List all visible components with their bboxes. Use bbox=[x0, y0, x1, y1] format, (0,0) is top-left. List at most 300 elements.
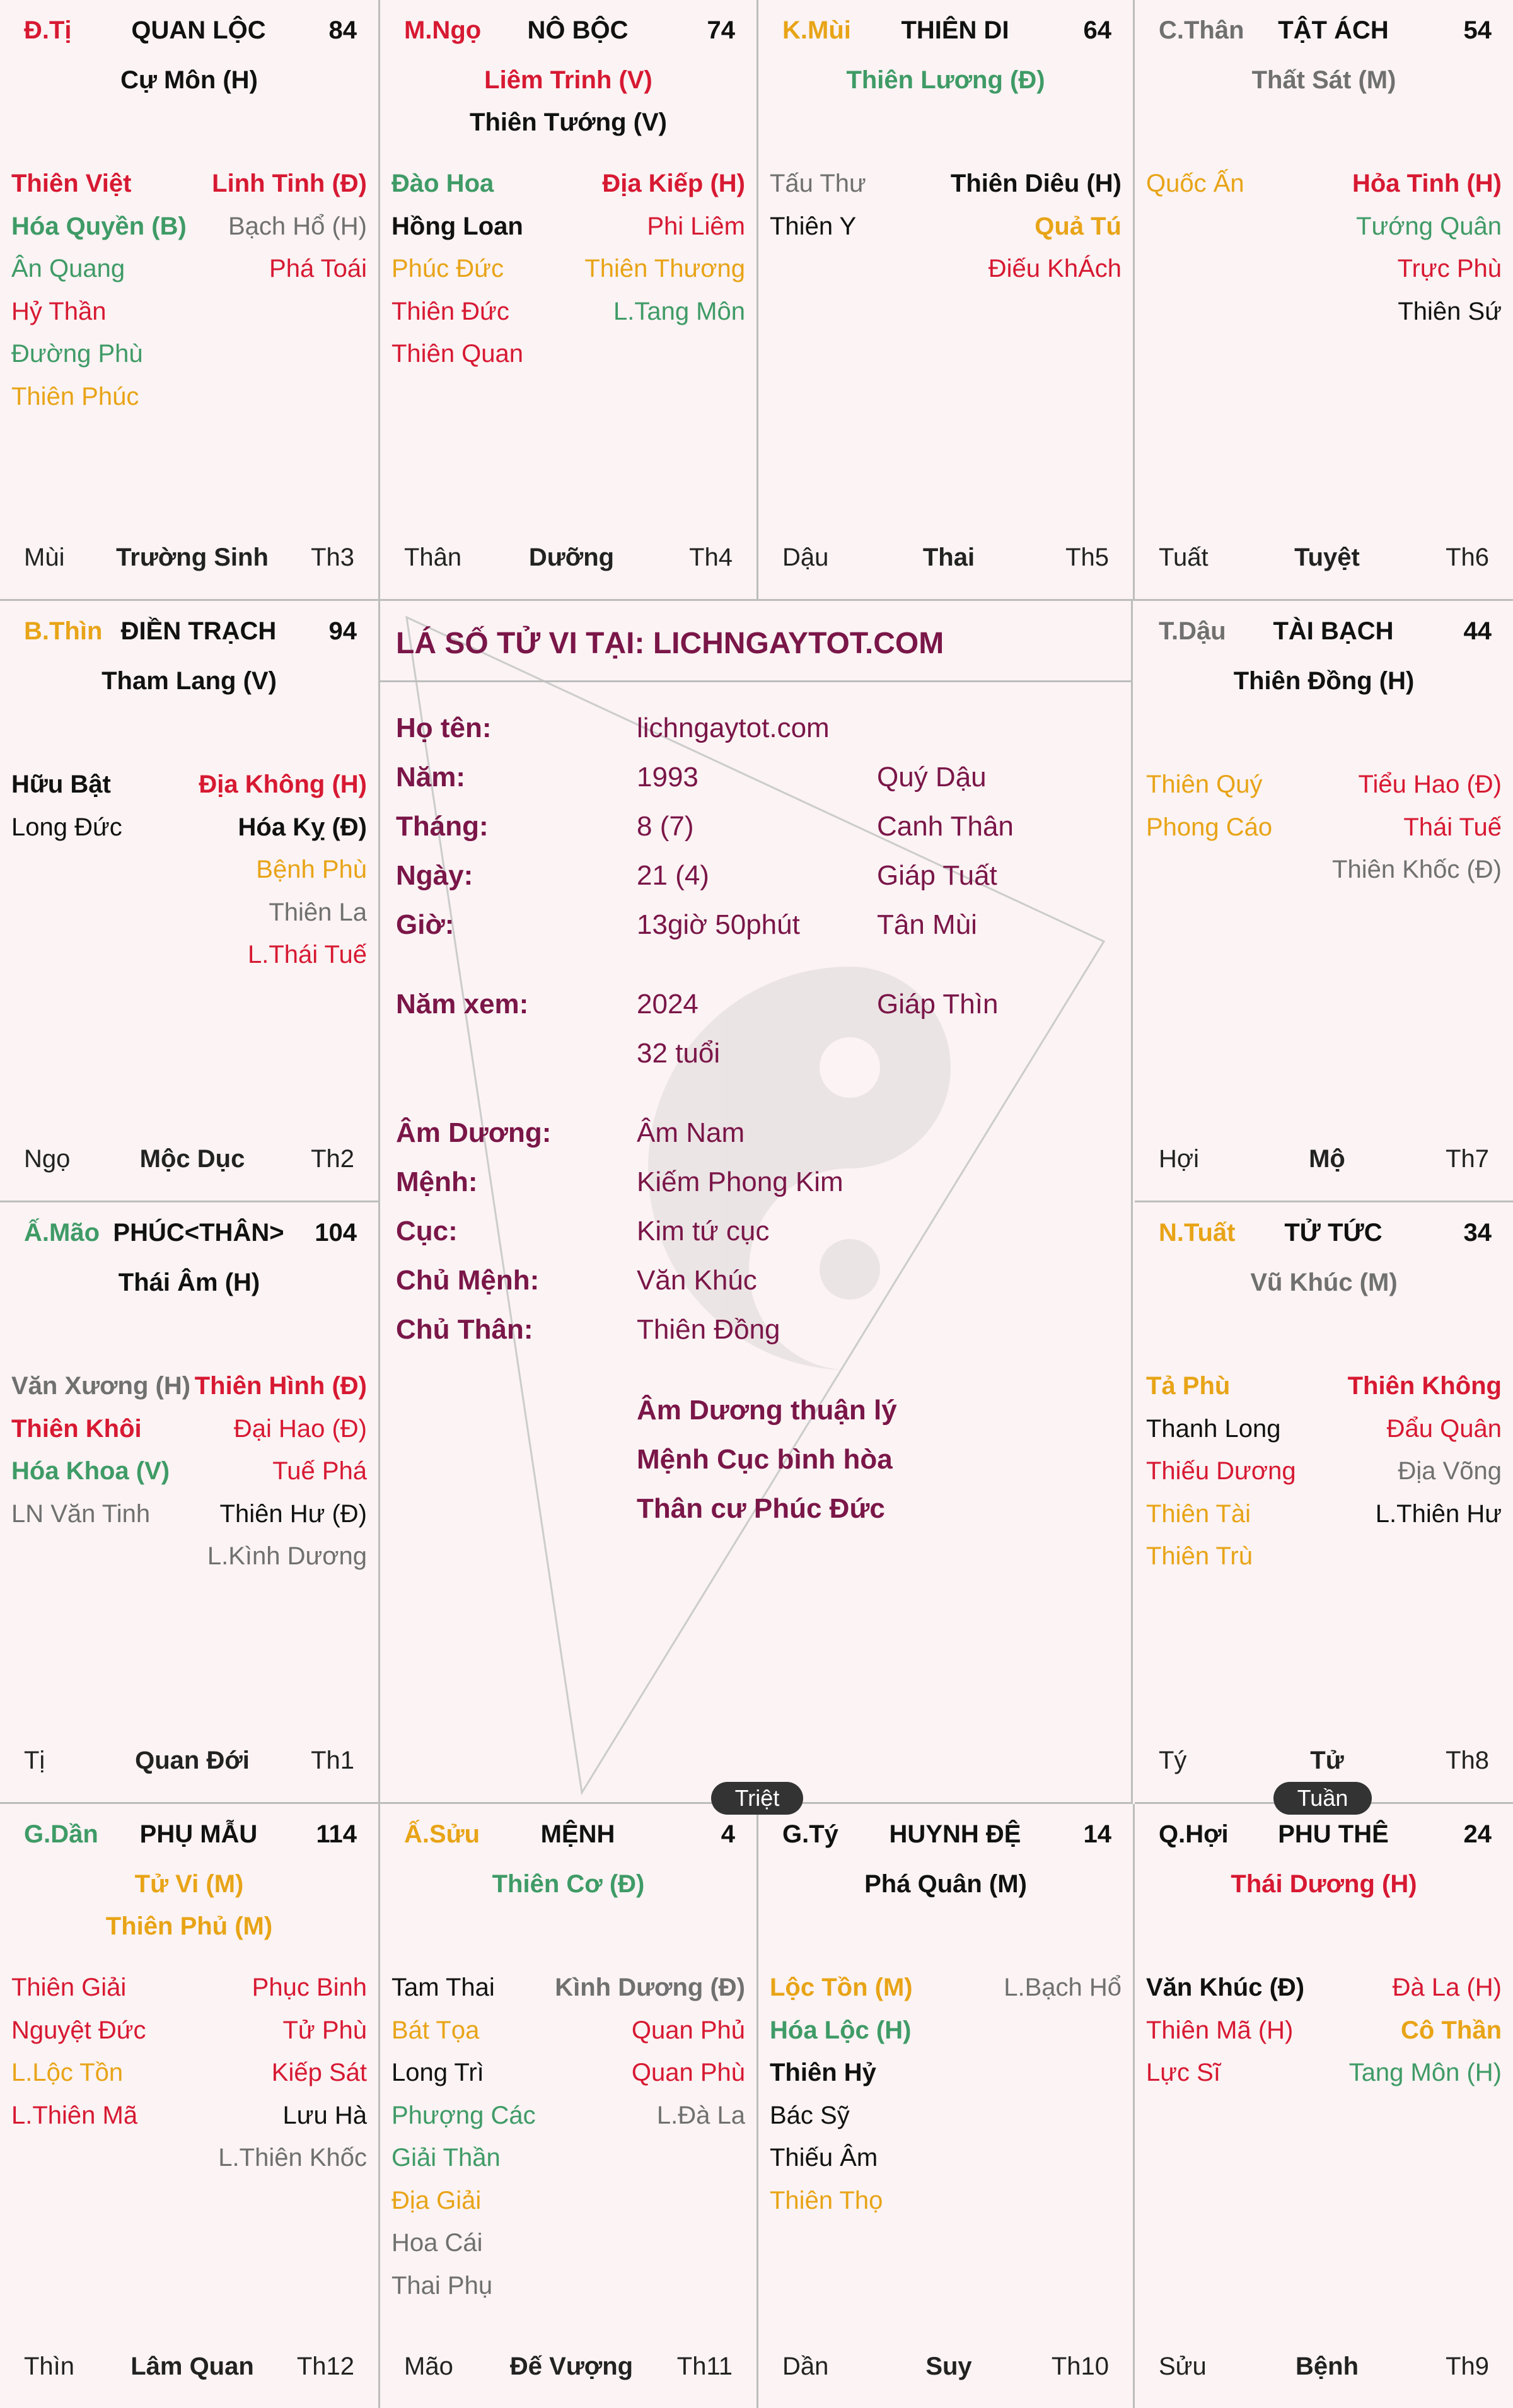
right-star-column bbox=[199, 764, 367, 977]
star-l-thien-khoc: L.Thiên Khốc bbox=[218, 2144, 367, 2172]
info-value: 8 (7) bbox=[637, 811, 694, 842]
star-dia-giai: Địa Giải bbox=[391, 2186, 482, 2214]
can-chi-label: Q.Hợi bbox=[1159, 1820, 1229, 1848]
analysis-note: Âm Dương thuận lý bbox=[637, 1395, 897, 1426]
star-thien-quy: Thiên Quý bbox=[1146, 771, 1263, 798]
star-tang-mon-h: Tang Môn (H) bbox=[1348, 2059, 1502, 2086]
triet-marker: Triệt bbox=[711, 1782, 803, 1815]
star-kinh-duong-d: Kình Dương (Đ) bbox=[555, 1974, 745, 2001]
can-chi-label: T.Dậu bbox=[1159, 617, 1226, 645]
main-star-thien-luong-d: Thiên Lương (Đ) bbox=[846, 66, 1045, 94]
main-star-thai-duong-h: Thái Dương (H) bbox=[1231, 1870, 1417, 1898]
month-label: Th2 bbox=[311, 1145, 354, 1173]
right-star-column bbox=[1004, 1967, 1122, 2222]
palace-tat-ach[interactable] bbox=[1135, 0, 1513, 601]
can-chi-label: K.Mùi bbox=[782, 16, 851, 44]
star-l-loc-ton: L.Lộc Tồn bbox=[11, 2059, 124, 2086]
palace-age-number: 14 bbox=[1083, 1820, 1111, 1848]
left-star-column bbox=[11, 764, 122, 977]
palace-name: PHU THÊ bbox=[1278, 1820, 1389, 1848]
info-can-chi: Quý Dậu bbox=[877, 762, 987, 793]
analysis-note: Thân cư Phúc Đức bbox=[637, 1493, 885, 1524]
left-star-column bbox=[391, 163, 523, 376]
info-row bbox=[396, 1265, 1115, 1303]
info-value: 32 tuổi bbox=[637, 1038, 721, 1069]
info-row bbox=[396, 1117, 1115, 1155]
star-dia-khong-h: Địa Không (H) bbox=[199, 771, 367, 798]
star-thien-hu-d: Thiên Hư (Đ) bbox=[219, 1499, 367, 1528]
star-thien-quan: Thiên Quan bbox=[391, 340, 524, 368]
star-tieu-hao-d: Tiểu Hao (Đ) bbox=[1358, 771, 1502, 798]
palace-name: THIÊN DI bbox=[901, 16, 1009, 44]
star-quoc-an: Quốc Ấn bbox=[1146, 170, 1244, 197]
star-co-than: Cô Thần bbox=[1401, 2016, 1502, 2044]
minor-stars bbox=[1146, 1365, 1502, 1578]
left-star-column bbox=[11, 163, 187, 418]
trang-sinh-stage: Mộ bbox=[1309, 1145, 1345, 1173]
star-tam-thai: Tam Thai bbox=[391, 1974, 495, 2001]
star-tue-pha: Tuế Phá bbox=[272, 1457, 367, 1485]
palace-age-number: 74 bbox=[707, 16, 735, 44]
dai-van-branch: Tuất bbox=[1159, 544, 1209, 571]
info-value: Kim tứ cục bbox=[637, 1216, 770, 1247]
star-thien-phuc: Thiên Phúc bbox=[11, 382, 139, 410]
main-stars bbox=[1135, 1863, 1513, 1905]
star-thien-khong: Thiên Không bbox=[1347, 1372, 1502, 1400]
palace-footer bbox=[758, 2353, 1133, 2384]
tuan-marker: Tuần bbox=[1273, 1782, 1372, 1815]
trang-sinh-stage: Đế Vượng bbox=[509, 2353, 634, 2380]
star-thien-giai: Thiên Giải bbox=[11, 1974, 127, 2001]
palace-phu-the[interactable] bbox=[1135, 1804, 1513, 2408]
star-thien-tru: Thiên Trù bbox=[1146, 1542, 1253, 1570]
palace-name: PHỤ MẪU bbox=[139, 1820, 258, 1848]
palace-header bbox=[1135, 1219, 1513, 1254]
can-chi-label: M.Ngọ bbox=[404, 16, 482, 44]
star-luc-si: Lực Sĩ bbox=[1146, 2059, 1220, 2086]
info-row bbox=[396, 909, 1115, 947]
star-thai-tue: Thái Tuế bbox=[1403, 813, 1502, 841]
trang-sinh-stage: Tử bbox=[1310, 1747, 1344, 1774]
star-thien-thuong: Thiên Thương bbox=[584, 255, 745, 282]
star-thien-dieu-h: Thiên Diêu (H) bbox=[950, 170, 1122, 197]
palace-tai-bach[interactable] bbox=[1135, 601, 1513, 1202]
right-star-column bbox=[1348, 1365, 1502, 1578]
palace-age-number: 114 bbox=[316, 1820, 357, 1848]
star-phuc-binh: Phục Binh bbox=[252, 1974, 367, 2001]
palace-age-number: 24 bbox=[1463, 1820, 1492, 1848]
star-dia-vong: Địa Võng bbox=[1398, 1457, 1502, 1485]
star-hoa-tinh-h: Hỏa Tinh (H) bbox=[1352, 170, 1502, 197]
palace-header bbox=[1135, 1820, 1513, 1856]
palace-age-number: 104 bbox=[315, 1219, 357, 1247]
star-thai-phu: Thai Phụ bbox=[391, 2271, 493, 2300]
left-star-column bbox=[391, 1967, 536, 2307]
info-row bbox=[396, 1166, 1115, 1204]
trang-sinh-stage: Tuyệt bbox=[1294, 544, 1360, 571]
star-dao-hoa: Đào Hoa bbox=[391, 170, 494, 197]
left-star-column bbox=[1146, 764, 1272, 892]
star-dau-quan: Đẩu Quân bbox=[1386, 1414, 1502, 1443]
star-bat-toa: Bát Tọa bbox=[391, 2016, 480, 2044]
star-dia-kiep-h: Địa Kiếp (H) bbox=[602, 170, 745, 197]
right-star-column bbox=[195, 1365, 367, 1578]
info-row bbox=[396, 860, 1115, 898]
left-star-column bbox=[1146, 163, 1244, 333]
star-thien-la: Thiên La bbox=[269, 898, 367, 926]
minor-stars bbox=[770, 1967, 1122, 2222]
left-star-column bbox=[11, 1967, 146, 2180]
star-hoa-loc-h: Hóa Lộc (H) bbox=[770, 2016, 912, 2044]
palace-footer bbox=[1135, 1145, 1513, 1177]
palace-footer bbox=[1135, 2353, 1513, 2384]
info-row bbox=[396, 811, 1115, 849]
month-label: Th12 bbox=[296, 2353, 354, 2380]
palace-header bbox=[758, 16, 1133, 52]
palace-thien-di[interactable] bbox=[758, 0, 1135, 601]
main-star-thai-am-h: Thái Âm (H) bbox=[118, 1269, 260, 1296]
dai-van-branch: Hợi bbox=[1159, 1145, 1200, 1173]
info-can-chi: Tân Mùi bbox=[877, 909, 977, 940]
trang-sinh-stage: Thai bbox=[922, 544, 975, 571]
info-value: lichngaytot.com bbox=[637, 713, 830, 743]
info-label: Năm: bbox=[396, 762, 466, 793]
star-luu-ha: Lưu Hà bbox=[282, 2101, 367, 2129]
can-chi-label: G.Dần bbox=[24, 1820, 98, 1848]
info-row bbox=[396, 713, 1115, 750]
trang-sinh-stage: Lâm Quan bbox=[130, 2353, 254, 2380]
palace-huynh-de[interactable] bbox=[758, 1804, 1135, 2408]
star-tau-thu: Tấu Thư bbox=[770, 170, 866, 197]
palace-footer bbox=[0, 1747, 378, 1778]
star-huu-bat: Hữu Bật bbox=[11, 771, 111, 798]
palace-header bbox=[380, 16, 756, 52]
palace-header bbox=[0, 617, 378, 653]
month-label: Th3 bbox=[311, 544, 354, 571]
palace-header bbox=[0, 16, 378, 52]
palace-name: TẬT ÁCH bbox=[1278, 16, 1389, 44]
info-label: Mệnh: bbox=[396, 1166, 478, 1197]
month-label: Th10 bbox=[1051, 2353, 1109, 2380]
main-stars bbox=[1135, 59, 1513, 102]
palace-tu-tuc[interactable] bbox=[1135, 1202, 1513, 1804]
month-label: Th1 bbox=[311, 1747, 354, 1774]
dai-van-branch: Sửu bbox=[1159, 2353, 1207, 2380]
star-thien-viet: Thiên Việt bbox=[11, 170, 132, 197]
info-value: Văn Khúc bbox=[637, 1265, 757, 1296]
star-l-thai-tue: L.Thái Tuế bbox=[247, 941, 367, 968]
info-value: 13giờ 50phút bbox=[637, 909, 800, 940]
palace-name: NÔ BỘC bbox=[527, 16, 629, 44]
month-label: Th4 bbox=[689, 544, 733, 571]
star-long-tri: Long Trì bbox=[391, 2059, 484, 2086]
star-l-thien-hu: L.Thiên Hư bbox=[1375, 1499, 1502, 1528]
palace-name: PHÚC<THÂN> bbox=[113, 1219, 284, 1247]
trang-sinh-stage: Mộc Dục bbox=[139, 1145, 245, 1173]
info-label: Họ tên: bbox=[396, 713, 492, 743]
right-star-column bbox=[555, 1967, 745, 2307]
month-label: Th7 bbox=[1446, 1145, 1489, 1173]
minor-stars bbox=[391, 1967, 745, 2307]
star-hy-than: Hỷ Thần bbox=[11, 297, 107, 325]
minor-stars bbox=[11, 1365, 367, 1578]
chart-title: LÁ SỐ TỬ VI TẠI: LICHNGAYTOT.COM bbox=[396, 627, 944, 660]
palace-age-number: 54 bbox=[1463, 16, 1492, 44]
palace-dien-trach[interactable] bbox=[0, 601, 380, 1202]
analysis-note: Mệnh Cục bình hòa bbox=[637, 1444, 893, 1475]
info-label: Giờ: bbox=[396, 909, 455, 940]
minor-stars bbox=[11, 1967, 367, 2180]
star-l-bach-ho: L.Bạch Hổ bbox=[1004, 1974, 1122, 2001]
info-label: Cục: bbox=[396, 1216, 458, 1247]
star-tu-phu: Tử Phù bbox=[282, 2016, 367, 2044]
star-van-khuc-d: Văn Khúc (Đ) bbox=[1146, 1974, 1305, 2001]
info-row bbox=[396, 989, 1115, 1027]
palace-age-number: 34 bbox=[1463, 1219, 1492, 1247]
star-thien-y: Thiên Y bbox=[770, 212, 857, 240]
info-row bbox=[396, 1216, 1115, 1253]
star-da-la-h: Đà La (H) bbox=[1392, 1974, 1502, 2001]
star-thien-duc: Thiên Đức bbox=[391, 297, 509, 325]
main-stars bbox=[1135, 1262, 1513, 1304]
star-thieu-am: Thiếu Âm bbox=[770, 2144, 878, 2172]
star-benh-phu: Bệnh Phù bbox=[256, 856, 367, 883]
star-l-da-la: L.Đà La bbox=[656, 2101, 745, 2129]
right-star-column bbox=[1332, 764, 1502, 892]
star-thien-tai: Thiên Tài bbox=[1146, 1499, 1251, 1528]
info-value: 2024 bbox=[637, 989, 699, 1020]
star-thanh-long: Thanh Long bbox=[1146, 1414, 1281, 1443]
main-star-cu-mon-h: Cự Môn (H) bbox=[120, 66, 258, 94]
palace-header bbox=[1135, 16, 1513, 52]
main-star-thien-dong-h: Thiên Đồng (H) bbox=[1233, 667, 1415, 695]
star-thieu-duong: Thiếu Dương bbox=[1146, 1457, 1296, 1485]
info-label: Chủ Thân: bbox=[396, 1314, 533, 1345]
star-l-thien-ma: L.Thiên Mã bbox=[11, 2101, 138, 2129]
palace-name: QUAN LỘC bbox=[131, 16, 266, 44]
star-pha-toai: Phá Toái bbox=[269, 255, 367, 282]
star-thien-ma-h: Thiên Mã (H) bbox=[1146, 2016, 1294, 2044]
right-star-column bbox=[1352, 163, 1502, 333]
palace-header bbox=[380, 1820, 756, 1856]
minor-stars bbox=[1146, 163, 1502, 333]
dai-van-branch: Tị bbox=[24, 1747, 45, 1774]
palace-quan-loc[interactable] bbox=[0, 0, 380, 601]
can-chi-label: Ấ.Mão bbox=[24, 1219, 100, 1247]
star-thien-su: Thiên Sứ bbox=[1398, 297, 1502, 325]
dai-van-branch: Dần bbox=[782, 2353, 829, 2380]
star-thien-hinh-d: Thiên Hình (Đ) bbox=[194, 1372, 367, 1400]
star-hoa-khoa-v: Hóa Khoa (V) bbox=[11, 1457, 170, 1485]
minor-stars bbox=[391, 163, 745, 376]
star-qua-tu: Quả Tú bbox=[1035, 212, 1122, 240]
title-divider bbox=[380, 680, 1131, 682]
star-kiep-sat: Kiếp Sát bbox=[271, 2059, 367, 2086]
star-dieu-khach: Điếu KhÁch bbox=[988, 255, 1122, 282]
palace-menh[interactable] bbox=[380, 1804, 758, 2408]
dai-van-branch: Thân bbox=[404, 544, 462, 571]
star-giai-than: Giải Thần bbox=[391, 2144, 501, 2172]
right-star-column bbox=[218, 1967, 367, 2180]
info-value: 1993 bbox=[637, 762, 699, 793]
palace-footer bbox=[1135, 1747, 1513, 1778]
star-truc-phu: Trực Phù bbox=[1397, 255, 1502, 282]
palace-name: ĐIỀN TRẠCH bbox=[120, 617, 277, 645]
palace-age-number: 4 bbox=[721, 1820, 735, 1848]
star-hoa-cai: Hoa Cái bbox=[391, 2229, 483, 2257]
minor-stars bbox=[11, 163, 367, 418]
main-star-that-sat-m: Thất Sát (M) bbox=[1251, 66, 1396, 94]
star-bac-sy: Bác Sỹ bbox=[770, 2101, 850, 2129]
left-star-column bbox=[1146, 1967, 1304, 2095]
star-bach-ho-h: Bạch Hổ (H) bbox=[228, 212, 367, 240]
palace-footer bbox=[0, 544, 378, 575]
star-l-tang-mon: L.Tang Môn bbox=[613, 297, 745, 325]
info-can-chi: Giáp Thìn bbox=[877, 989, 999, 1020]
minor-stars bbox=[1146, 764, 1502, 892]
main-star-pha-quan-m: Phá Quân (M) bbox=[864, 1870, 1027, 1898]
star-thien-khoi: Thiên Khôi bbox=[11, 1414, 142, 1443]
center-info-panel bbox=[380, 601, 1133, 1804]
star-thien-hy: Thiên Hỷ bbox=[770, 2059, 876, 2086]
info-row bbox=[396, 1038, 1115, 1076]
star-quan-phu: Quan Phù bbox=[631, 2059, 745, 2086]
info-label: Chủ Mệnh: bbox=[396, 1265, 540, 1296]
dai-van-branch: Dậu bbox=[782, 544, 829, 571]
palace-no-boc[interactable] bbox=[380, 0, 758, 601]
main-star-vu-khuc-m: Vũ Khúc (M) bbox=[1250, 1269, 1398, 1296]
trang-sinh-stage: Suy bbox=[925, 2353, 972, 2380]
palace-footer bbox=[758, 544, 1133, 575]
palace-header bbox=[1135, 617, 1513, 653]
palace-header bbox=[0, 1219, 378, 1254]
info-can-chi: Giáp Tuất bbox=[877, 860, 997, 891]
star-phuc-duc: Phúc Đức bbox=[391, 255, 504, 282]
main-star-tham-lang-v: Tham Lang (V) bbox=[101, 667, 277, 695]
palace-phuc-duc[interactable] bbox=[0, 1202, 380, 1804]
info-value: Kiếm Phong Kim bbox=[637, 1166, 843, 1197]
palace-name: TÀI BẠCH bbox=[1273, 617, 1394, 645]
right-star-column bbox=[212, 163, 367, 418]
star-thien-khoc-d: Thiên Khốc (Đ) bbox=[1332, 856, 1502, 883]
star-nguyet-duc: Nguyệt Đức bbox=[11, 2016, 146, 2044]
trang-sinh-stage: Bệnh bbox=[1296, 2353, 1359, 2380]
info-label: Năm xem: bbox=[396, 989, 529, 1020]
info-row bbox=[396, 762, 1115, 800]
palace-name: HUYNH ĐỆ bbox=[889, 1820, 1021, 1848]
month-label: Th5 bbox=[1065, 544, 1109, 571]
can-chi-label: Đ.Tị bbox=[24, 16, 72, 44]
info-label: Tháng: bbox=[396, 811, 489, 842]
left-star-column bbox=[11, 1365, 190, 1578]
minor-stars bbox=[770, 163, 1122, 291]
left-star-column bbox=[770, 1967, 913, 2222]
star-phi-liem: Phi Liêm bbox=[647, 212, 745, 240]
star-ln-van-tinh: LN Văn Tinh bbox=[11, 1499, 151, 1528]
main-star-thien-phu-m: Thiên Phủ (M) bbox=[105, 1912, 273, 1940]
can-chi-label: N.Tuất bbox=[1159, 1219, 1236, 1247]
month-label: Th9 bbox=[1446, 2353, 1489, 2380]
can-chi-label: Ấ.Sửu bbox=[404, 1820, 480, 1848]
info-value: 21 (4) bbox=[637, 860, 709, 891]
palace-footer bbox=[1135, 544, 1513, 575]
star-long-duc: Long Đức bbox=[11, 813, 122, 841]
main-star-thien-co-d: Thiên Cơ (Đ) bbox=[492, 1870, 645, 1898]
main-stars bbox=[380, 1863, 756, 1905]
month-label: Th6 bbox=[1446, 544, 1489, 571]
star-tuong-quan: Tướng Quân bbox=[1356, 212, 1502, 240]
info-label: Âm Dương: bbox=[396, 1117, 552, 1148]
info-value: Thiên Đồng bbox=[637, 1314, 780, 1345]
star-hoa-ky-d: Hóa Kỵ (Đ) bbox=[238, 813, 367, 841]
right-star-column bbox=[1349, 1967, 1502, 2095]
palace-age-number: 44 bbox=[1463, 617, 1492, 645]
star-quan-phu: Quan Phủ bbox=[631, 2016, 745, 2044]
palace-footer bbox=[380, 2353, 756, 2384]
palace-phu-mau[interactable] bbox=[0, 1804, 380, 2408]
palace-age-number: 94 bbox=[328, 617, 357, 645]
left-star-column bbox=[1146, 1365, 1296, 1578]
star-hoa-quyen-b: Hóa Quyền (B) bbox=[11, 212, 187, 240]
main-star-liem-trinh-v: Liêm Trinh (V) bbox=[484, 66, 652, 94]
dai-van-branch: Tý bbox=[1159, 1747, 1187, 1774]
main-stars bbox=[0, 59, 378, 102]
star-hong-loan: Hồng Loan bbox=[391, 212, 523, 240]
dai-van-branch: Mùi bbox=[24, 544, 65, 571]
can-chi-label: G.Tý bbox=[782, 1820, 838, 1848]
dai-van-branch: Mão bbox=[404, 2353, 453, 2380]
star-linh-tinh-d: Linh Tinh (Đ) bbox=[212, 170, 367, 197]
trang-sinh-stage: Dưỡng bbox=[528, 544, 615, 571]
month-label: Th11 bbox=[676, 2353, 733, 2380]
star-l-kinh-duong: L.Kình Dương bbox=[207, 1542, 367, 1570]
info-label: Ngày: bbox=[396, 860, 473, 891]
palace-footer bbox=[0, 1145, 378, 1177]
left-star-column bbox=[770, 163, 866, 291]
info-value: Âm Nam bbox=[637, 1117, 745, 1148]
star-ta-phu: Tả Phù bbox=[1146, 1372, 1231, 1400]
star-thien-tho: Thiên Thọ bbox=[770, 2186, 883, 2214]
can-chi-label: C.Thân bbox=[1159, 16, 1244, 44]
palace-age-number: 64 bbox=[1083, 16, 1111, 44]
minor-stars bbox=[1146, 1967, 1502, 2095]
info-can-chi: Canh Thân bbox=[877, 811, 1014, 842]
palace-name: TỬ TỨC bbox=[1284, 1219, 1383, 1247]
main-stars bbox=[758, 59, 1133, 102]
main-stars bbox=[1135, 660, 1513, 702]
palace-footer bbox=[380, 544, 756, 575]
main-star-tu-vi-m: Tử Vi (M) bbox=[134, 1870, 244, 1898]
main-stars bbox=[758, 1863, 1133, 1905]
star-phuong-cac: Phượng Các bbox=[391, 2101, 536, 2129]
info-row bbox=[396, 1314, 1115, 1352]
palace-footer bbox=[0, 2353, 378, 2384]
palace-header bbox=[758, 1820, 1133, 1856]
dai-van-branch: Ngọ bbox=[24, 1145, 71, 1173]
month-label: Th8 bbox=[1446, 1747, 1489, 1774]
dai-van-branch: Thìn bbox=[24, 2353, 75, 2380]
star-phong-cao: Phong Cáo bbox=[1146, 813, 1273, 841]
trang-sinh-stage: Trường Sinh bbox=[116, 544, 269, 571]
star-an-quang: Ân Quang bbox=[11, 255, 125, 282]
star-dai-hao-d: Đại Hao (Đ) bbox=[233, 1414, 367, 1443]
can-chi-label: B.Thìn bbox=[24, 617, 103, 645]
right-star-column bbox=[951, 163, 1122, 291]
right-star-column bbox=[584, 163, 745, 376]
star-van-xuong-h: Văn Xương (H) bbox=[11, 1372, 191, 1400]
main-stars bbox=[0, 660, 378, 702]
palace-header bbox=[0, 1820, 378, 1856]
